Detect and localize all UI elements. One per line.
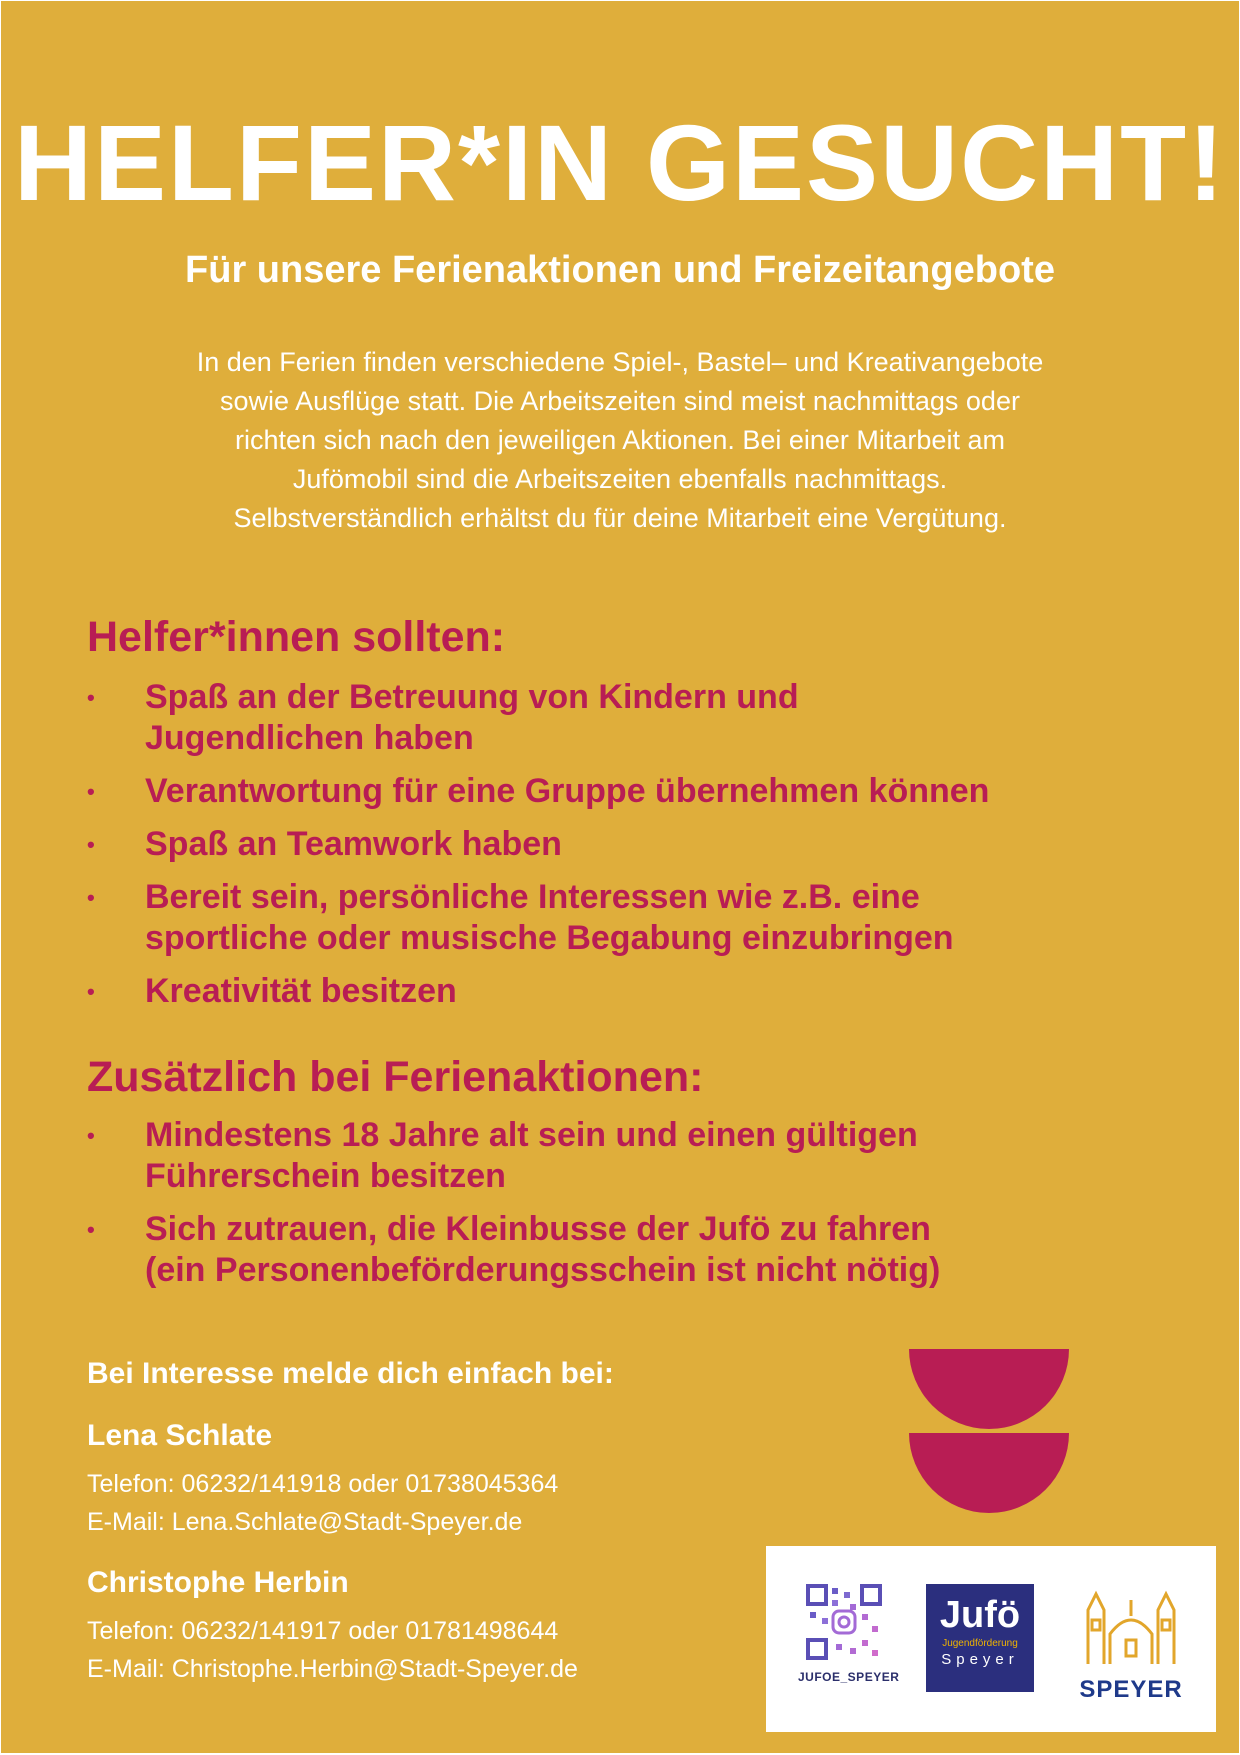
- section-title-requirements: Helfer*innen sollten:: [87, 613, 506, 661]
- bullet-icon: •: [87, 979, 95, 1004]
- intro-text: [71, 343, 1169, 538]
- qr-code-icon[interactable]: [806, 1584, 882, 1660]
- cathedral-icon: [1076, 1580, 1186, 1670]
- requirements-list: [87, 677, 1179, 1024]
- bullet-icon: •: [87, 685, 95, 710]
- jufo-logo: Jufö Jugendförderung Speyer: [926, 1584, 1034, 1692]
- bullet-icon: •: [87, 1217, 95, 1242]
- logo-panel: [766, 1546, 1216, 1732]
- half-circles-graphic: [909, 1349, 1069, 1513]
- intro-line: richten sich nach den jeweiligen Aktionen. Bei einer Mitarbeit am: [235, 425, 1005, 455]
- speyer-city-logo: SPEYER: [1076, 1580, 1186, 1704]
- bullet-icon: •: [87, 885, 95, 910]
- intro-line: In den Ferien finden verschiedene Spiel-, Bastel– und Kreativangebote: [196, 347, 1044, 377]
- contact-phone: Telefon: 06232/141917 oder 01781498644: [87, 1617, 559, 1645]
- contact-name: Christophe Herbin: [87, 1566, 349, 1599]
- list-item: • Mindestens 18 Jahre alt sein und einen gültigen Führerschein besitzen: [87, 1116, 918, 1195]
- qr-label: JUFOE_SPEYER: [798, 1670, 900, 1684]
- poster: [1, 1, 1239, 1753]
- headline: HELFER*IN GESUCHT!: [13, 102, 1227, 223]
- section-title-additional: Zusätzlich bei Ferienaktionen:: [87, 1053, 704, 1101]
- intro-line: Selbstverständlich erhältst du für deine Mitarbeit eine Vergütung.: [233, 503, 1007, 533]
- intro-line: Jufömobil sind die Arbeitszeiten ebenfalls nachmittags.: [292, 464, 948, 494]
- list-item: • Bereit sein, persönliche Interessen wie z.B. eine sportliche oder musische Begabung einzubringen: [87, 878, 954, 957]
- contact-email[interactable]: E-Mail: Christophe.Herbin@Stadt-Speyer.de: [87, 1655, 578, 1683]
- bullet-icon: •: [87, 832, 95, 857]
- contact-name: Lena Schlate: [87, 1419, 273, 1452]
- additional-list: [87, 1115, 1179, 1303]
- contact-phone: Telefon: 06232/141918 oder 01738045364: [87, 1470, 559, 1498]
- bullet-icon: •: [87, 779, 95, 804]
- list-item: • Kreativität besitzen: [87, 972, 457, 1010]
- contact-person: [87, 1566, 578, 1688]
- subheadline: Für unsere Ferienaktionen und Freizeitangebote: [185, 249, 1055, 291]
- contact-lead: Bei Interesse melde dich einfach bei:: [87, 1357, 614, 1390]
- intro-line: sowie Ausflüge statt. Die Arbeitszeiten sind meist nachmittags oder: [220, 386, 1020, 416]
- contact-email[interactable]: E-Mail: Lena.Schlate@Stadt-Speyer.de: [87, 1508, 523, 1536]
- contact-person: [87, 1419, 558, 1541]
- list-item: • Spaß an Teamwork haben: [87, 825, 562, 863]
- list-item: • Sich zutrauen, die Kleinbusse der Jufö zu fahren (ein Personenbeförderungsschein ist nicht nötig): [87, 1210, 941, 1289]
- bullet-icon: •: [87, 1123, 95, 1148]
- list-item: • Spaß an der Betreuung von Kindern und Jugendlichen haben: [87, 678, 799, 757]
- list-item: • Verantwortung für eine Gruppe übernehmen können: [87, 772, 990, 810]
